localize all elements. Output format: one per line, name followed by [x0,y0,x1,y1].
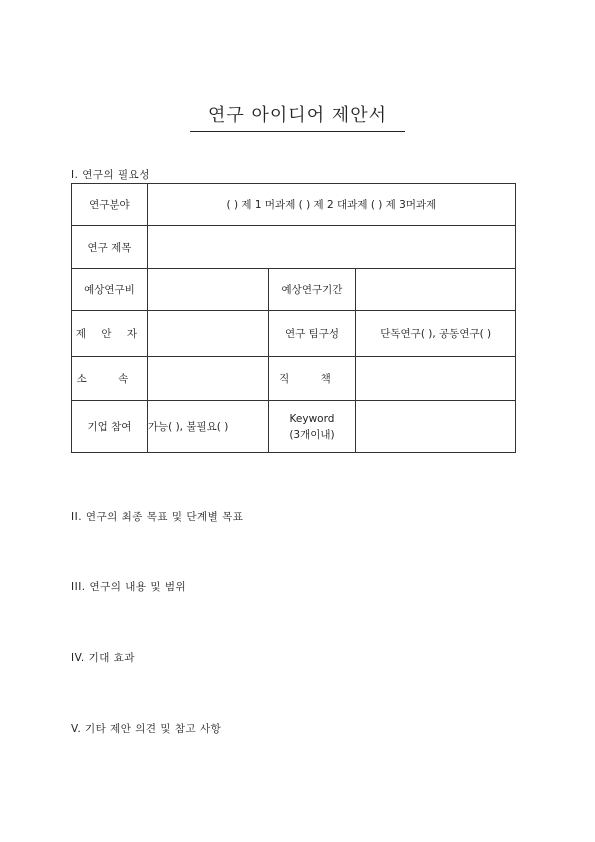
company-participation-options[interactable]: 가능( ), 불필요( ) [147,401,268,453]
research-field-label: 연구분야 [72,184,148,226]
period-field[interactable] [356,269,516,311]
budget-field[interactable] [147,269,268,311]
position-field[interactable] [356,357,516,401]
section-heading-other-notes: V. 기타 제안 의견 및 참고 사항 [71,723,222,735]
keyword-field[interactable] [356,401,516,453]
section-heading-expected-effects: IV. 기대 효과 [71,652,136,664]
keyword-label-text: Keyword [289,412,335,425]
section-heading-goals: II. 연구의 최종 목표 및 단계별 목표 [71,511,244,523]
team-options[interactable]: 단독연구( ), 공동연구( ) [356,311,516,357]
proposal-form-table [71,183,516,453]
keyword-label [268,401,356,453]
section-heading-necessity: I. 연구의 필요성 [71,169,150,181]
row-company-keyword [72,401,516,453]
affiliation-field[interactable] [147,357,268,401]
document-title: 연구 아이디어 제안서 [190,101,405,132]
company-participation-label: 기업 참여 [72,401,148,453]
period-label: 예상연구기간 [268,269,356,311]
keyword-label-limit: (3개이내) [289,428,335,441]
affiliation-label: 소 속 [72,357,148,401]
row-research-field [72,184,516,226]
row-budget-period [72,269,516,311]
team-label: 연구 팀구성 [268,311,356,357]
research-topic-field[interactable] [147,226,515,269]
row-proposer-team [72,311,516,357]
research-field-options[interactable]: ( ) 제 1 머과제 ( ) 제 2 대과제 ( ) 제 3머과제 [147,184,515,226]
row-affiliation-position [72,357,516,401]
row-research-topic [72,226,516,269]
section-heading-scope: III. 연구의 내용 및 범위 [71,581,187,593]
proposer-field[interactable] [147,311,268,357]
research-topic-label: 연구 제목 [72,226,148,269]
proposer-label: 제 안 자 [72,311,148,357]
position-label: 직 책 [268,357,356,401]
budget-label: 예상연구비 [72,269,148,311]
